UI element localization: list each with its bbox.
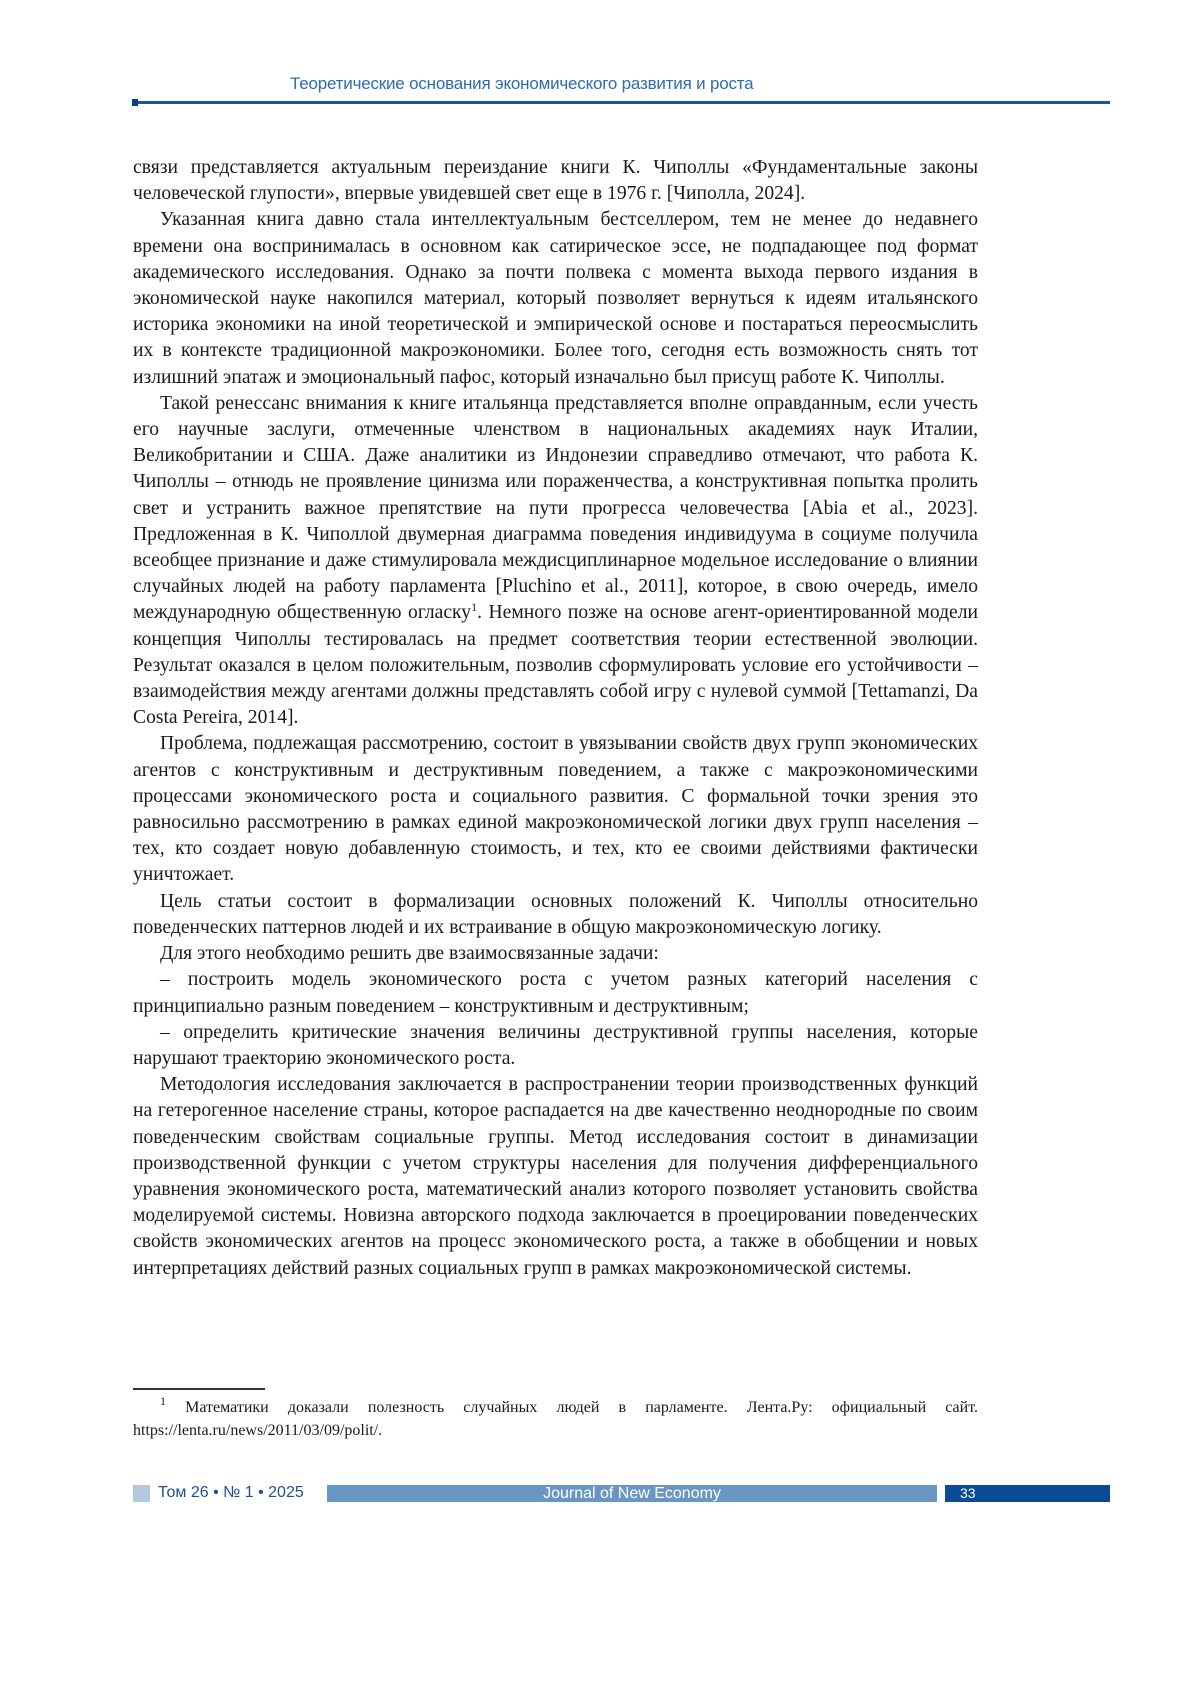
- paragraph-part: . Немного позже на основе агент-ориентированной модели концепция Чиполлы тестировалась на предмет соответствия теории естественной эволюции. Результат оказался в целом положительным, позволив сформулировать условие его устойчивости – взаимодействия между агентами должны представлять собой игру с нулевой суммой [Tettamanzi, Da Costa Pereira, 2014].: [133, 602, 978, 729]
- page-number: 33: [960, 1485, 976, 1501]
- paragraph: Методология исследования заключается в распространении теории производственных функций на гетерогенное население страны, которое распадается на две качественно неоднородные по своим поведенческим свойствам социальные группы. Метод исследования состоит в динамизации производственной функции с учетом структуры населения для получения дифференциального уравнения экономического роста, математический анализ которого позволяет установить свойства моделируемой системы. Новизна авторского подхода заключается в проецировании поведенческих свойств экономических агентов на процесс экономического роста, а также в обобщении и новых интерпретациях действий разных социальных групп в рамках макроэкономической системы.: [133, 1074, 978, 1279]
- footnote: [133, 1396, 978, 1442]
- body-text: [133, 155, 978, 1282]
- paragraph: Для этого необходимо решить две взаимосвязанные задачи:: [160, 943, 659, 965]
- paragraph: Цель статьи состоит в формализации основных положений К. Чиполлы относительно поведенческих паттернов людей и их встраивание в общую макроэкономическую логику.: [133, 890, 978, 938]
- list-item: – определить критические значения величины деструктивной группы населения, которые нарушают траекторию экономического роста.: [133, 1021, 978, 1069]
- footer-page-block: [945, 1485, 1110, 1502]
- footer-square: [133, 1485, 150, 1502]
- list-item: – построить модель экономического роста с учетом разных категорий населения с принципиально разным поведением – конструктивным и деструктивным;: [133, 969, 978, 1017]
- paragraph: Проблема, подлежащая рассмотрению, состоит в увязывании свойств двух групп экономических агентов с конструктивным и деструктивным поведением, а также с макроэкономическими процессами экономического роста и социального развития. С формальной точки зрения это равносильно рассмотрению в рамках единой макроэкономической логики двух групп населения – тех, кто создает новую добавленную стоимость, и тех, кто ее своими действиями фактически уничтожает.: [133, 733, 978, 886]
- footnote-text: Математики доказали полезность случайных людей в парламенте. Лента.Ру: официальный сайт. https://lenta.ru/news/2011/03/09/polit/.: [133, 1399, 978, 1439]
- paragraph: [133, 391, 978, 732]
- header-rule-marker: [132, 99, 138, 106]
- footnote-ref[interactable]: 1: [471, 600, 478, 615]
- footer-journal: Journal of New Economy: [327, 1485, 937, 1502]
- paragraph: связи представляется актуальным переиздание книги К. Чиполлы «Фундаментальные законы человеческой глупости», впервые увидевшей свет еще в 1976 г. [Чиполла, 2024].: [133, 157, 978, 205]
- header-rule: [135, 101, 1110, 104]
- footer-issue: Том 26 • № 1 • 2025: [158, 1484, 304, 1501]
- footnote-marker: 1: [160, 1394, 166, 1408]
- paragraph: Указанная книга давно стала интеллектуальным бестселлером, тем не менее до недавнего времени она воспринималась в основном как сатирическое эссе, не подпадающее под формат академического исследования. Однако за почти полвека с момента выхода первого издания в экономической науке накопился материал, который позволяет вернуться к идеям итальянского историка экономики на иной теоретической и эмпирической основе и постараться переосмыслить их в контексте традиционной макроэкономики. Более того, сегодня есть возможность снять тот излишний эпатаж и эмоциональный пафос, который изначально был присущ работе К. Чиполлы.: [133, 209, 978, 388]
- running-title: Теоретические основания экономического развития и роста: [290, 74, 754, 93]
- footnote-rule: [133, 1388, 265, 1390]
- paragraph-part: Такой ренессанс внимания к книге итальянца представляется вполне оправданным, если учесть его научные заслуги, отмеченные членством в национальных академиях наук Италии, Великобритании и США. Даже аналитики из Индонезии справедливо отмечают, что работа К. Чиполлы – отнюдь не проявление цинизма или пораженчества, а конструктивная попытка пролить свет и устранить важное препятствие на пути прогресса человечества [Abia et al., 2023]. Предложенная в К. Чиполлой двумерная диаграмма поведения индивидуума в социуме получила всеобщее признание и даже стимулировала междисциплинарное модельное исследование о влиянии случайных людей на работу парламента [Pluchino et al., 2011], которое, в свою очередь, имело международную общественную огласку: [133, 392, 978, 624]
